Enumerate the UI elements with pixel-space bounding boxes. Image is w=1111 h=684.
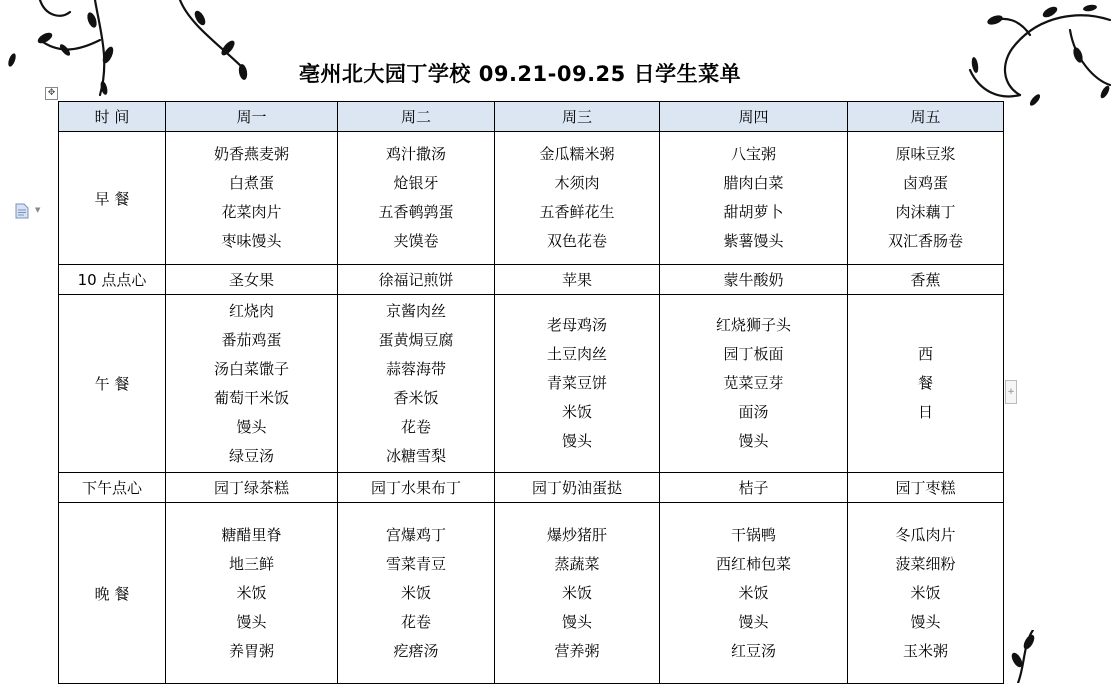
menu-cell xyxy=(166,295,338,473)
menu-item: 米饭 xyxy=(561,583,592,602)
menu-item: 糖醋里脊 xyxy=(221,525,282,544)
menu-item: 米饭 xyxy=(400,583,431,602)
row-label-dinner: 晚 餐 xyxy=(59,503,166,684)
menu-cell xyxy=(495,295,660,473)
menu-item: 馒头 xyxy=(738,432,769,450)
menu-item: 夹馍卷 xyxy=(393,232,439,250)
menu-cell xyxy=(848,132,1004,265)
header-row xyxy=(59,102,1004,132)
menu-item: 日 xyxy=(917,403,933,421)
menu-cell xyxy=(166,132,338,265)
menu-item: 腊肉白菜 xyxy=(723,174,784,192)
row-label-lunch: 午 餐 xyxy=(59,295,166,473)
menu-cell xyxy=(848,503,1004,684)
header-friday: 周五 xyxy=(848,102,1004,132)
menu-item: 蒙牛酸奶 xyxy=(660,265,848,295)
menu-cell xyxy=(166,503,338,684)
menu-table xyxy=(58,101,1004,684)
menu-item: 白煮蛋 xyxy=(228,174,274,192)
menu-item: 米饭 xyxy=(561,403,592,421)
row-label-morning-snack: 10 点点心 xyxy=(59,265,166,295)
menu-item: 米饭 xyxy=(236,583,267,602)
menu-item: 香米饭 xyxy=(393,388,439,407)
menu-item: 西红柿包菜 xyxy=(715,554,791,573)
menu-item: 金瓜糯米粥 xyxy=(539,145,615,163)
menu-item: 菠菜细粉 xyxy=(895,554,956,573)
menu-item: 馒头 xyxy=(561,432,592,450)
table-row xyxy=(59,503,1004,684)
table-row xyxy=(59,473,1004,503)
menu-item: 花卷 xyxy=(400,612,431,631)
header-tuesday: 周二 xyxy=(338,102,495,132)
menu-item: 青菜豆饼 xyxy=(546,374,607,392)
menu-cell xyxy=(338,503,495,684)
menu-item: 冬瓜肉片 xyxy=(895,525,956,544)
menu-item: 西 xyxy=(917,345,933,363)
menu-cell xyxy=(660,132,848,265)
menu-cell xyxy=(495,132,660,265)
menu-item: 奶香燕麦粥 xyxy=(213,145,289,163)
document-icon[interactable] xyxy=(15,203,29,219)
menu-item: 营养粥 xyxy=(554,641,600,660)
menu-item: 馒头 xyxy=(910,612,941,631)
menu-item: 花卷 xyxy=(400,417,431,436)
header-thursday: 周四 xyxy=(660,102,848,132)
menu-item: 花菜肉片 xyxy=(221,203,282,221)
menu-item: 卤鸡蛋 xyxy=(902,174,948,192)
menu-item: 米饭 xyxy=(910,583,941,602)
menu-item: 京酱肉丝 xyxy=(385,301,446,320)
menu-item: 养胃粥 xyxy=(228,641,274,660)
menu-item: 地三鲜 xyxy=(228,554,274,573)
menu-item: 米饭 xyxy=(738,583,769,602)
menu-item: 香蕉 xyxy=(848,265,1004,295)
menu-cell xyxy=(338,295,495,473)
menu-item: 园丁枣糕 xyxy=(848,473,1004,503)
menu-item: 宫爆鸡丁 xyxy=(385,525,446,544)
menu-item: 炝银牙 xyxy=(393,174,439,192)
header-time: 时 间 xyxy=(59,102,166,132)
menu-item: 红豆汤 xyxy=(730,641,776,660)
menu-item: 园丁板面 xyxy=(723,345,784,363)
menu-item: 蒜蓉海带 xyxy=(385,359,446,378)
menu-item: 苋菜豆芽 xyxy=(723,374,784,392)
menu-item: 圣女果 xyxy=(166,265,338,295)
menu-cell xyxy=(495,503,660,684)
row-label-afternoon-snack: 下午点心 xyxy=(59,473,166,503)
menu-item: 苹果 xyxy=(495,265,660,295)
menu-item: 园丁绿茶糕 xyxy=(166,473,338,503)
table-add-column-handle[interactable]: + xyxy=(1005,380,1017,404)
menu-item: 徐福记煎饼 xyxy=(338,265,495,295)
menu-item: 红烧狮子头 xyxy=(715,316,791,334)
table-move-handle[interactable]: ✥ xyxy=(45,87,58,100)
menu-cell xyxy=(660,295,848,473)
menu-item: 馒头 xyxy=(561,612,592,631)
menu-item: 干锅鸭 xyxy=(730,525,776,544)
page-title: 亳州北大园丁学校 09.21-09.25 日学生菜单 xyxy=(298,62,742,86)
menu-item: 双汇香肠卷 xyxy=(887,232,963,250)
menu-cell xyxy=(338,132,495,265)
menu-item: 疙瘩汤 xyxy=(393,641,439,660)
menu-item: 蛋黄焗豆腐 xyxy=(378,330,454,349)
menu-cell xyxy=(660,503,848,684)
menu-item: 冰糖雪梨 xyxy=(385,446,446,465)
table-row xyxy=(59,132,1004,265)
menu-item: 枣味馒头 xyxy=(221,232,282,250)
header-monday: 周一 xyxy=(166,102,338,132)
table-row xyxy=(59,265,1004,295)
menu-item: 园丁奶油蛋挞 xyxy=(495,473,660,503)
menu-item: 餐 xyxy=(917,374,933,392)
menu-item: 八宝粥 xyxy=(730,145,776,163)
row-label-breakfast: 早 餐 xyxy=(59,132,166,265)
menu-item: 土豆肉丝 xyxy=(546,345,607,363)
menu-item: 番茄鸡蛋 xyxy=(221,330,282,349)
header-wednesday: 周三 xyxy=(495,102,660,132)
menu-item: 爆炒猪肝 xyxy=(546,525,607,544)
menu-item: 雪菜青豆 xyxy=(385,554,446,573)
menu-item: 五香鲜花生 xyxy=(539,203,615,221)
menu-item: 甜胡萝卜 xyxy=(723,203,784,221)
vine-decoration-bottom-right xyxy=(1003,630,1043,683)
menu-item: 桔子 xyxy=(660,473,848,503)
menu-item: 馒头 xyxy=(738,612,769,631)
table-row xyxy=(59,295,1004,473)
menu-item: 五香鹌鹑蛋 xyxy=(378,203,454,221)
menu-item: 肉沫藕丁 xyxy=(895,203,956,221)
menu-item: 玉米粥 xyxy=(902,641,948,660)
menu-item: 紫薯馒头 xyxy=(723,232,784,250)
menu-item: 葡萄干米饭 xyxy=(213,388,289,407)
menu-item: 绿豆汤 xyxy=(228,446,274,465)
menu-item: 汤白菜馓子 xyxy=(213,359,289,378)
menu-item: 红烧肉 xyxy=(228,301,274,320)
menu-item: 馒头 xyxy=(236,417,267,436)
menu-item: 原味豆浆 xyxy=(895,145,956,163)
menu-item: 馒头 xyxy=(236,612,267,631)
menu-item: 老母鸡汤 xyxy=(546,316,607,334)
menu-item: 鸡汁撒汤 xyxy=(385,145,446,163)
menu-cell xyxy=(848,295,1004,473)
menu-item: 园丁水果布丁 xyxy=(338,473,495,503)
menu-item: 面汤 xyxy=(738,403,769,421)
chevron-down-icon[interactable]: ▼ xyxy=(35,206,41,214)
menu-item: 蒸蔬菜 xyxy=(554,554,600,573)
menu-item: 双色花卷 xyxy=(546,232,607,250)
menu-item: 木须肉 xyxy=(554,174,600,192)
